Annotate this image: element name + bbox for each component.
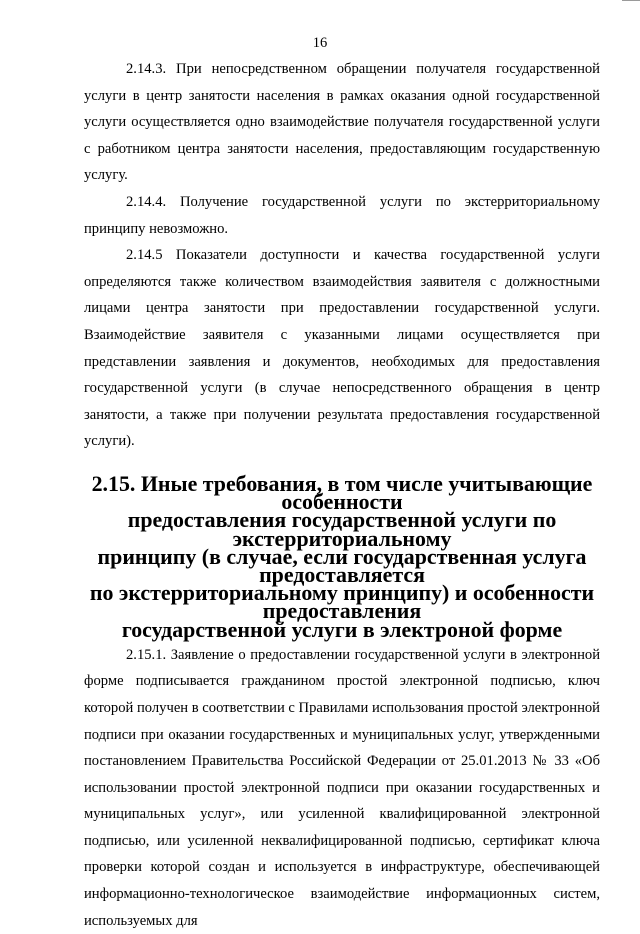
paragraph-2-14-3: 2.14.3. При непосредственном обращении получателя государственной услуги в центр занятости населения в рамках оказания одной государственной услуги осуществляется одно взаимодействие получателя государственной услуги с работником центра занятости населения, предоставляющим государственную услугу. <box>84 61 600 184</box>
paragraph-2-14-4: 2.14.4. Получение государственной услуги по экстерриториальному принципу невозможно. <box>84 193 600 237</box>
document-body <box>84 56 600 934</box>
heading-line: по экстерриториальному принципу) и особенности предоставления <box>89 580 595 624</box>
heading-line: 2.15. Иные требования, в том числе учитывающие особенности <box>91 470 593 515</box>
heading-line: принципу (в случае, если государственная услуга предоставляется <box>97 543 587 587</box>
corner-mark <box>622 0 640 6</box>
heading-line: государственной услуги в электроной форме <box>121 616 563 642</box>
heading-line: предоставления государственной услуги по экстерриториальному <box>127 507 557 551</box>
paragraph-2-14-5: 2.14.5 Показатели доступности и качества государственной услуги определяются также количеством взаимодействия заявителя с должностными лицами центра занятости при предоставлении государственной услуги. Взаимодействие заявителя с указанными лицами осуществляется при представлении заявления и документов, необходимых для предоставления государственной услуги (в случае непосредственного обращения в центр занятости, а также при получении результата предоставления государственной услуги). <box>84 247 600 450</box>
page-number: 16 <box>312 35 328 51</box>
paragraph-2-15-1: 2.15.1. Заявление о предоставлении государственной услуги в электронной форме подписывается гражданином простой электронной подписью, ключ которой получен в соответствии с Правилами использования простой электронной подписи при оказании государственных и муниципальных услуг, утвержденными постановлением Правительства Российской Федерации от 25.01.2013 № 33 «Об использовании простой электронной подписи при оказании государственных и муниципальных услуг», или усиленной квалифицированной электронной подписью, или усиленной неквалифицированной подписью, сертификат ключа проверки которой создан и используется в инфраструктуре, обеспечивающей информационно-технологическое взаимодействие информационных систем, используемых для <box>84 646 600 929</box>
section-heading-2-15 <box>84 470 600 642</box>
